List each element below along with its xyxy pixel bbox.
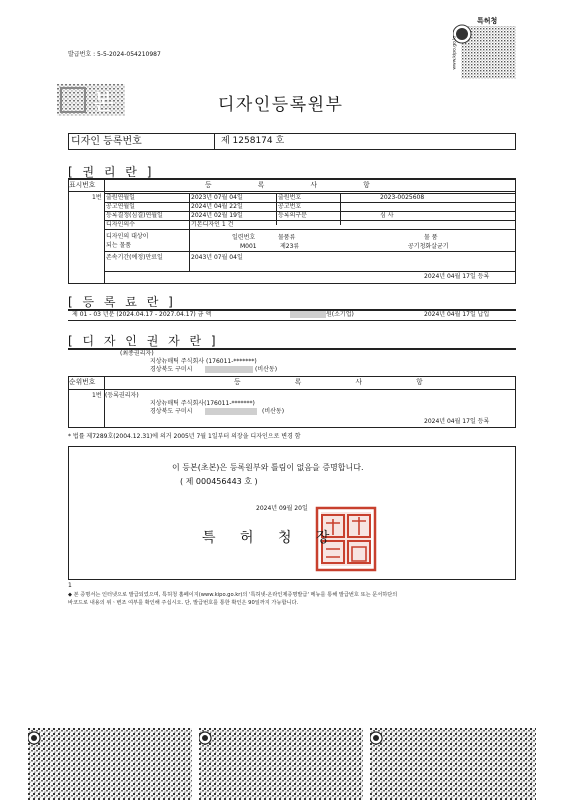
- publication-number-label: 공고번호: [278, 203, 302, 210]
- certification-issuer: 특 허 청 장: [202, 530, 332, 546]
- reg-holder-name: 지상뉴매틱 주식회사(176011-*******): [150, 400, 255, 407]
- law-note: * 법률 제7289호(2004.12.31)에 의거 2005년 7월 1일부터 의장을 디자인으로 변경 함: [68, 433, 301, 440]
- page-number: 1: [68, 582, 72, 589]
- design-count-label: 디자인의수: [106, 221, 135, 228]
- rights-row-rule-4: [105, 229, 515, 230]
- registration-number-value: 제 1258174 호: [221, 136, 285, 146]
- subject-label-2: 되는 물품: [106, 242, 132, 249]
- holder-col-rule: [104, 376, 105, 428]
- subject-value-class: 제23류: [280, 243, 300, 250]
- display-no-label: 표시번호: [69, 181, 96, 189]
- final-holder-label: (최종권리자): [120, 350, 154, 357]
- office-url: www.kipo.go.kr: [452, 35, 458, 70]
- fee-amount-redacted: [290, 311, 326, 318]
- rights-row-rule-6: [105, 271, 515, 272]
- rights-row-rule-2: [105, 211, 515, 212]
- fee-section-title: [ 등 록 료 란 ]: [68, 295, 176, 309]
- decision-date-value: 2024년 02월 19일: [191, 212, 243, 219]
- copy-stamp-image: [57, 84, 125, 116]
- filing-number-value: 2023-0025608: [380, 194, 425, 201]
- filing-number-label: 출원번호: [278, 194, 302, 201]
- final-holder-addr-prefix: 경상북도 구미시: [150, 366, 193, 373]
- document-barcode-2: [199, 728, 367, 800]
- rights-row-rule-5: [105, 251, 515, 252]
- document-barcode-1: [28, 728, 196, 800]
- certification-issue-date: 2024년 09월 20일: [256, 505, 308, 512]
- holder-row-no: 1번: [92, 392, 102, 399]
- fee-bottom-rule: [68, 320, 516, 321]
- holder-registered-date: 2024년 04월 17일 등록: [424, 418, 490, 425]
- footer-note-line-2: 바코드로 내용의 위ㆍ변조 여부를 확인해 주십시오. 단, 발급번호를 통한 확인은 90일까지 가능합니다.: [68, 600, 299, 606]
- issue-number: 발급번호 : 5-5-2024-054210987: [68, 51, 161, 58]
- rights-header-rule: [68, 191, 516, 192]
- registration-number-label: 디자인 등록번호: [69, 134, 215, 149]
- reg-holder-addr-prefix: 경상북도 구미시: [150, 408, 193, 415]
- holder-header-rule: [68, 389, 516, 390]
- expiry-value: 2043년 07월 04일: [191, 254, 243, 261]
- rights-row-rule-3: [105, 220, 515, 221]
- subject-header-article: 물 품: [424, 234, 438, 241]
- certification-statement: 이 등본(초본)은 등록원부와 틀림이 없음을 증명합니다.: [172, 463, 364, 472]
- reg-holder-label: (등록권리자): [105, 392, 139, 399]
- subject-value-serial: M001: [240, 243, 257, 250]
- rights-registered-date: 2024년 04월 17일 등록: [424, 273, 490, 280]
- office-logo-text: 특허청: [477, 17, 498, 25]
- reg-holder-addr-redacted: [205, 408, 257, 415]
- final-holder-addr-suffix: (비산동): [255, 366, 278, 373]
- holder-matter-header: 등 록 사 항: [234, 378, 449, 386]
- rights-section-title: [ 권 리 란 ]: [68, 165, 155, 179]
- reg-holder-addr-suffix: (비산동): [262, 408, 285, 415]
- registration-type-value: 심 사: [380, 212, 394, 219]
- final-holder-addr-redacted: [205, 366, 253, 373]
- rights-inner-col-1: [189, 193, 190, 271]
- subject-value-article: 공기청화살균기: [408, 243, 449, 250]
- document-barcode-3: [370, 728, 540, 800]
- registration-type-label: 등록의구분: [278, 212, 307, 219]
- rights-inner-top: [105, 193, 515, 194]
- expiry-label: 존속기간(예정)만료일: [106, 254, 163, 261]
- final-holder-name: 지상뉴매틱 주식회사 (176011-*******): [150, 358, 257, 365]
- rights-col-rule: [104, 179, 105, 284]
- subject-label-1: 디자인의 대상이: [106, 233, 149, 240]
- rights-matter-header: 등 록 사 항: [205, 181, 392, 189]
- fee-line: 제 01 - 03 년분 (2024.04.17 - 2027.04.17) 금 액: [72, 311, 212, 318]
- certification-number: ( 제 000456443 호 ): [180, 477, 258, 486]
- subject-header-serial: 일련번호: [232, 234, 256, 241]
- publication-date-label: 공고연월일: [106, 203, 135, 210]
- publication-date-value: 2024년 04월 22일: [191, 203, 243, 210]
- holder-section-title: [ 디 자 인 권 자 란 ]: [68, 334, 219, 348]
- document-title: 디자인등록원부: [218, 95, 344, 115]
- registration-number-box: [68, 133, 516, 150]
- fee-amount-suffix: 원(소기업): [326, 311, 354, 318]
- rank-label: 순위번호: [69, 378, 96, 386]
- fee-paid-date: 2024년 04월 17일 납입: [424, 311, 490, 318]
- decision-date-label: 등록결정(심결)연월일: [106, 212, 163, 219]
- subject-header-class: 물품류: [278, 234, 296, 241]
- rights-row-rule-1: [105, 202, 515, 203]
- rights-row-no: 1번: [92, 194, 102, 201]
- footer-note-line-1: ◆ 본 증명서는 인터넷으로 발급되었으며, 특허청 홈페이지(www.kipo.go.kr)의 '특허넷-온라인제증명발급' 메뉴를 통해 발급번호 또는 문서하단의: [68, 592, 398, 598]
- filing-date-value: 2023년 07월 04일: [191, 194, 243, 201]
- filing-date-label: 출원연월일: [106, 194, 135, 201]
- design-count-value: 기본디자인 1 건: [191, 221, 234, 228]
- copy-mark: 본: [93, 90, 114, 114]
